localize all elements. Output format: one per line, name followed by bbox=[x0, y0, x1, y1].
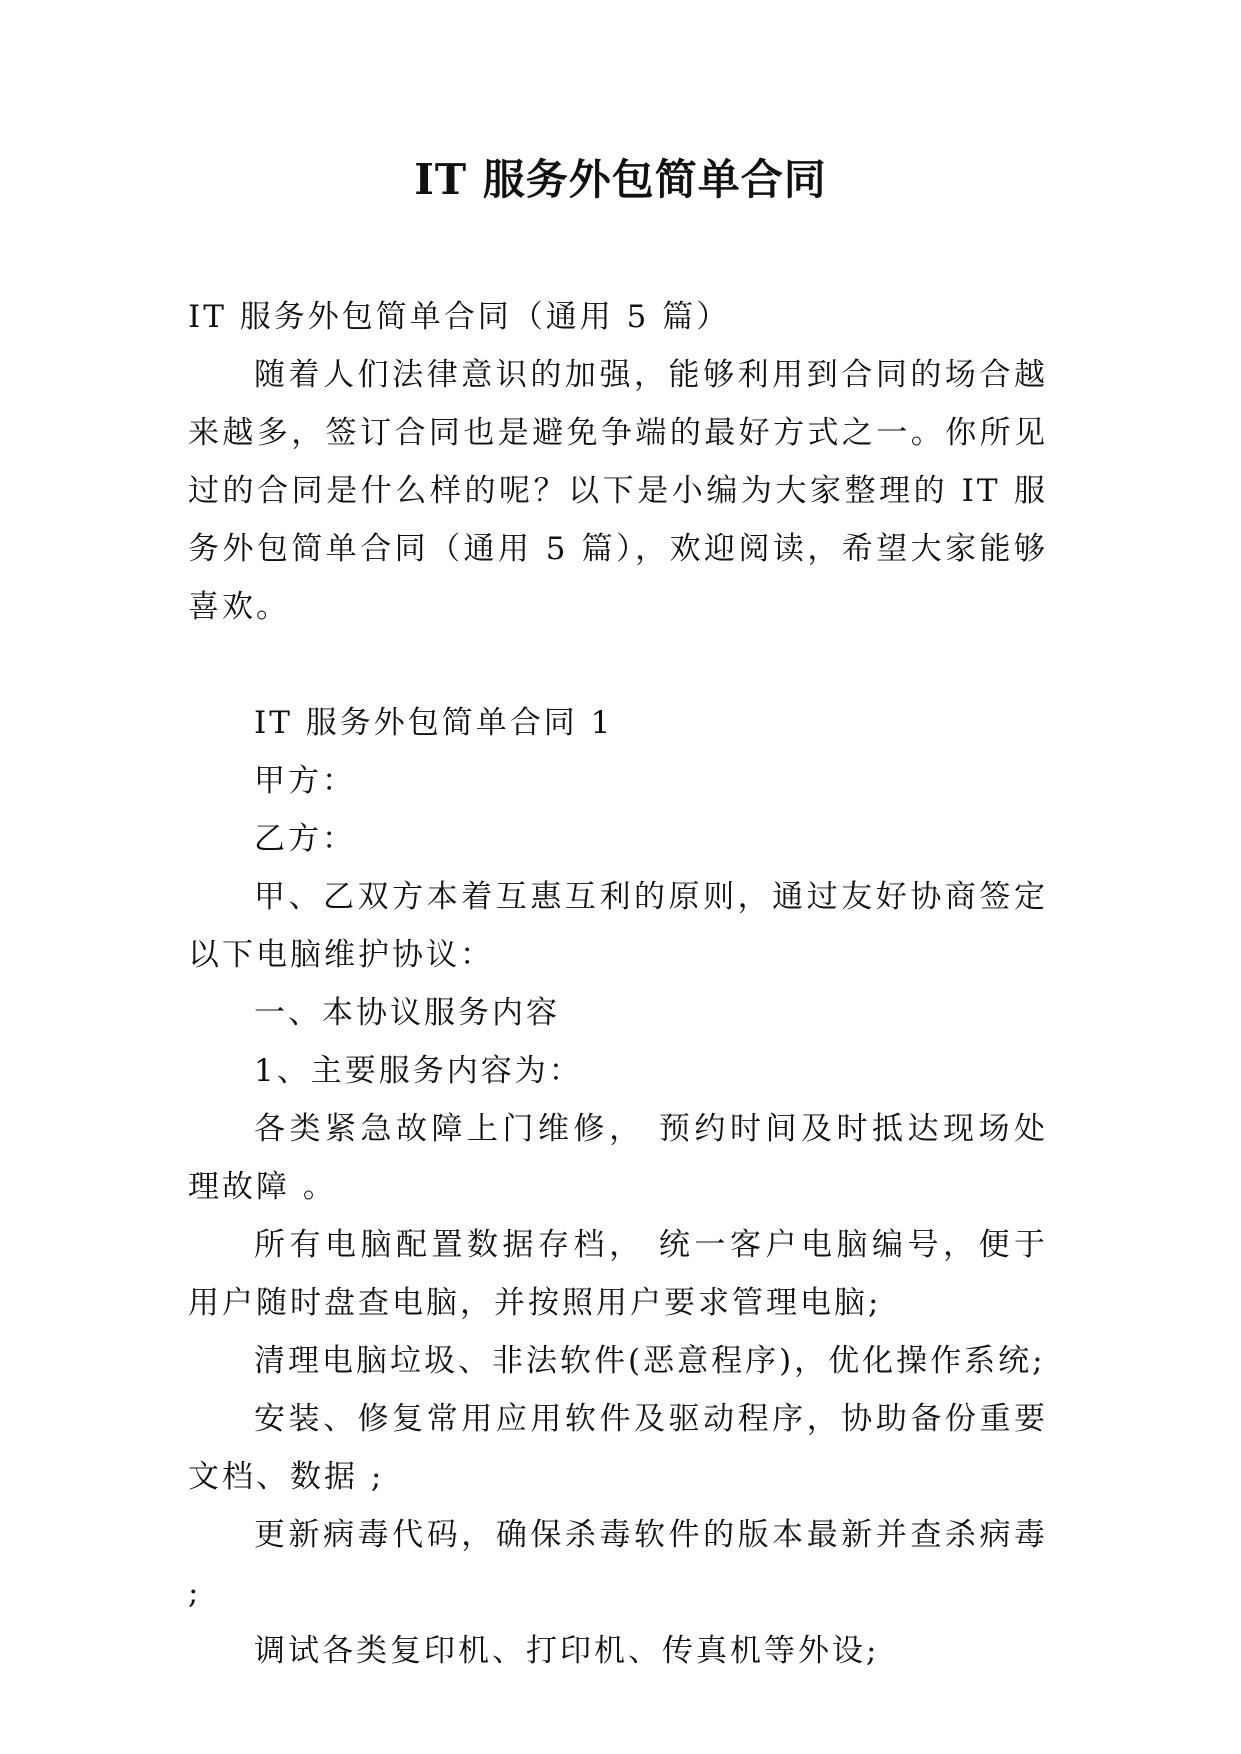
intro-paragraph: 随着人们法律意识的加强，能够利用到合同的场合越来越多，签订合同也是避免争端的最好方式之一。你所见过的合同是什么样的呢？以下是小编为大家整理的 IT 服务外包简单合同（通用 5 篇），欢迎阅读，希望大家能够喜欢。 bbox=[188, 357, 1048, 625]
service-item: 清理电脑垃圾、非法软件(恶意程序)，优化操作系统; bbox=[254, 1343, 1046, 1379]
service-item: 各类紧急故障上门维修， 预约时间及时抵达现场处理故障 。 bbox=[188, 1111, 1048, 1205]
agreement-intro: 甲、乙双方本着互惠互利的原则，通过友好协商签定以下电脑维护协议： bbox=[188, 879, 1048, 973]
clause-subheading: 1、主要服务内容为： bbox=[254, 1053, 583, 1089]
party-a-line: 甲方： bbox=[254, 763, 356, 799]
party-b-line: 乙方： bbox=[254, 821, 356, 857]
section-heading: IT 服务外包简单合同 1 bbox=[254, 705, 614, 741]
document-title: IT 服务外包简单合同 bbox=[414, 155, 827, 204]
service-item: 调试各类复印机、打印机、传真机等外设; bbox=[254, 1633, 880, 1669]
service-item: 更新病毒代码，确保杀毒软件的版本最新并查杀病毒 ; bbox=[188, 1517, 1048, 1611]
document-body bbox=[188, 288, 1048, 1680]
service-item: 所有电脑配置数据存档， 统一客户电脑编号，便于用户随时盘查电脑，并按照用户要求管理电脑; bbox=[188, 1227, 1048, 1321]
clause-heading: 一、本协议服务内容 bbox=[254, 995, 560, 1031]
document-subtitle: IT 服务外包简单合同（通用 5 篇） bbox=[188, 299, 731, 335]
paragraph-spacer bbox=[188, 636, 1048, 694]
service-item: 安装、修复常用应用软件及驱动程序，协助备份重要文档、数据 ; bbox=[188, 1401, 1048, 1495]
